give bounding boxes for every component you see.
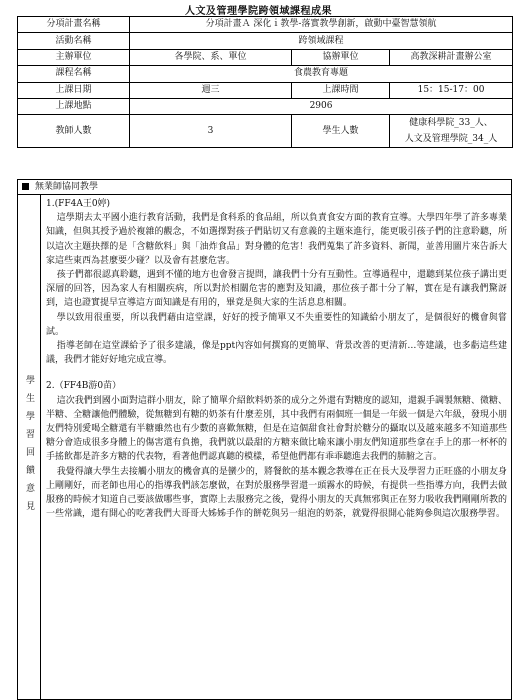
teacher-count-value: 3 — [130, 115, 292, 148]
activity-value: 跨領域課程 — [130, 33, 513, 49]
feedback-side-label — [18, 195, 41, 699]
place-value: 2906 — [130, 98, 513, 114]
co-organizer-label: 協辦單位 — [292, 49, 390, 65]
co-organizer-value: 高教深耕計畫辦公室 — [390, 49, 513, 65]
activity-label: 活動名稱 — [18, 33, 130, 49]
feedback-2-paragraph-1: 這次我們到國小面對這群小朋友，除了簡單介紹飲料奶茶的成分之外還有對糖度的認知，還親手調製無糖、微糖、半糖、全糖讓他們體驗，從無糖到有糖的奶茶有什麼差別，其中我們有兩個班一個是一年級一個是六年級，發現小朋友們特別愛喝全糖還有半糖雖然也有少數的喜歡無糖，但是在這個甜食社會對於糖分的攝取以及越來越多不知道那些糖分會造成很多身體上的傷害還有負擔，我們就以最甜的方糖來做比喻來讓小朋友們知道那些拿在手上的那一杯杯的手搖飲都是許多方糖的代表物，看著他們認真聽的模樣，希望他們都有乖乖聽進去我們的肺腑之言。 — [46, 395, 507, 463]
host-value: 各學院、系、單位 — [130, 49, 292, 65]
checked-box-icon — [22, 183, 29, 190]
time-value: 15：15-17：00 — [390, 82, 513, 98]
student-count-line-2: 人文及管理學院_34_人 — [404, 134, 498, 145]
feedback-content — [46, 197, 507, 521]
course-label: 課程名稱 — [18, 66, 130, 82]
feedback-1-title: 1.(FF4A王0婷) — [46, 199, 111, 209]
course-info-table — [17, 16, 513, 148]
feedback-1-paragraph-3: 學以致用很重要，所以我們藉由這堂課，好好的授予簡單又不失重要性的知識給小朋友了，是個很好的機會與嘗試。 — [46, 312, 507, 337]
teacher-count-label: 教師人數 — [18, 115, 130, 148]
student-count-line-1: 健康科學院_33_人、 — [409, 118, 493, 129]
collaboration-row — [18, 180, 511, 195]
feedback-2-paragraph-2: 我覺得讓大學生去接觸小朋友的機會真的是蠻少的，將餐飲的基本觀念教導在正在長大及學習力正旺盛的小朋友身上剛剛好，而老師也用心的指導我們該怎麼做，在對於服務學習還一頭霧水的時候，有提供一些指導方向，我們去做服務的時候才知道自己要該做哪些事，實際上去服務完之後，覺得小朋友的天真無邪與正在努力吸收我們剛剛所教的一些常識，還有開心的吃著我們大哥哥大姊姊手作的餅乾與另一組泡的奶茶，就覺得很開心能夠參與這次服務學習。 — [46, 466, 507, 520]
feedback-section — [17, 179, 512, 700]
plan-label: 分項計畫名稱 — [18, 17, 130, 33]
document-title: 人文及管理學院跨領域課程成果 — [185, 6, 332, 17]
student-count-label: 學生人數 — [292, 115, 390, 148]
feedback-1-paragraph-2: 孩子們都很認真聆聽，遇到不懂的地方也會發言提問，讓我們十分有互動性。宣導過程中，還聽到某位孩子講出更深層的回答，因為家人有相關疾病，所以對於相關危害的應對及知識，那位孩子都十分了解，實在是有讓我們驚訝到，這也證實提早宣導這方面知識是有用的，畢竟是與大家的生活息息相關。 — [46, 270, 507, 309]
date-value: 週三 — [130, 82, 292, 98]
place-label: 上課地點 — [18, 98, 130, 114]
feedback-1-paragraph-4: 指導老師在這堂課給予了很多建議，像是ppt內容如何撰寫的更簡單、背景改善的更清新…等建議，也多虧這些建議，我們才能好好地完成宣導。 — [46, 341, 507, 366]
side-label-text: 學生學習回饋意見 — [24, 375, 34, 519]
time-label: 上課時間 — [292, 82, 390, 98]
collaboration-note: 無業師協同教學 — [35, 182, 99, 192]
host-label: 主辦單位 — [18, 49, 130, 65]
feedback-2-title: 2.（FF4B游0苗） — [46, 381, 122, 392]
course-value: 食農教育專題 — [130, 66, 513, 82]
student-count-value — [390, 115, 513, 148]
feedback-1-paragraph-1: 這學期去太平國小進行教育活動，我們是食科系的食品組，所以負責食安方面的教育宣導。大學四年學了許多專業知識，但與其授予過於複雜的觀念，不如選擇對孩子們貼切又有意義的主題來進行，能更吸引孩子們的注意聆聽，所以這次主題抉擇的是「含糖飲料」與「油炸食品」對身體的危害！我們蒐集了許多資料、新聞，並善用圖片來告訴大家這些東西為甚麼要少碰？以及會有甚麼危害。 — [46, 213, 507, 266]
date-label: 上課日期 — [18, 82, 130, 98]
plan-value: 分項計畫Ａ 深化ｉ教學-落實教學創新，啟動中臺智慧領航 — [130, 17, 513, 33]
